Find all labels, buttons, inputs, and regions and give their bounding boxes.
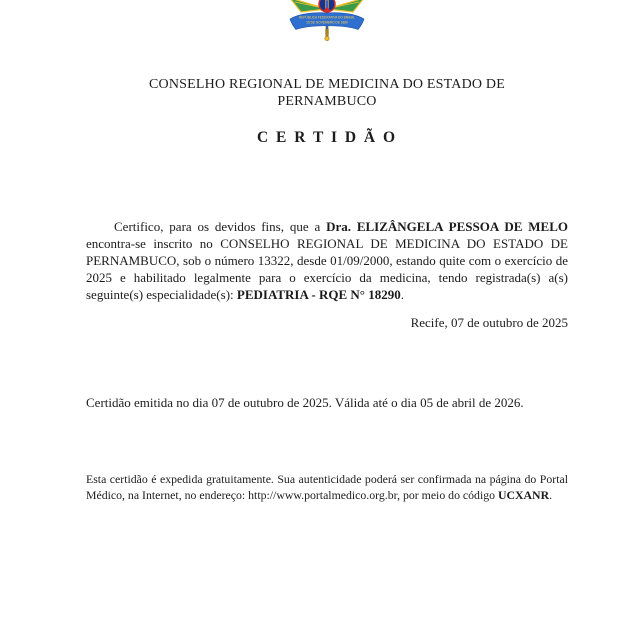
paragraph-text: encontra-se inscrito no CONSELHO REGIONAL DE MEDICINA DO ESTADO DE PERNAMBUCO, sob o número 13322, desde 01/09/2000, estando quite com o exercício de 2025 e habilitado legalmente para o exercício da medicina, tendo registrada(s) a(s) seguinte(s) especialidade(s): — [86, 236, 568, 302]
paragraph-text: . — [400, 287, 404, 302]
certification-paragraph — [86, 218, 568, 303]
doctor-name: Dra. ELIZÂNGELA PESSOA DE MELO — [326, 219, 568, 234]
sword-pommel — [325, 36, 329, 40]
brazil-coat-of-arms-icon — [289, 0, 365, 42]
org-name-line1: CONSELHO REGIONAL DE MEDICINA DO ESTADO DE — [149, 77, 505, 92]
document-title: C E R T I D Ã O — [256, 129, 398, 146]
emblem-svg — [289, 0, 365, 42]
footer-text: Esta certidão é expedida gratuitamente. Sua autenticidade poderá ser confirmada na página do Portal Médico, na Internet, no endereço: http://www.portalmedico.org.br, por meio do código — [86, 471, 568, 502]
verification-code: UCXANR — [497, 487, 550, 502]
place-date-line: Recife, 07 de outubro de 2025 — [410, 315, 568, 330]
footer-text: . — [549, 487, 553, 502]
org-name — [86, 76, 568, 110]
ribbon-text-line2: 15 DE NOVEMBRO DE 1889 — [306, 20, 348, 25]
org-name-line2: PERNAMBUCO — [277, 94, 377, 109]
authenticity-footer — [86, 471, 568, 503]
ribbon-text-line1: REPÚBLICA FEDERATIVA DO BRASIL — [298, 15, 356, 20]
sword-grip — [326, 29, 328, 37]
validity-line: Certidão emitida no dia 07 de outubro de 2025. Válida até o dia 05 de abril de 2026. — [86, 395, 524, 410]
specialty-rqe: PEDIATRIA - RQE N° 18290 — [236, 287, 401, 302]
paragraph-text: Certifico, para os devidos fins, que a — [114, 219, 327, 234]
